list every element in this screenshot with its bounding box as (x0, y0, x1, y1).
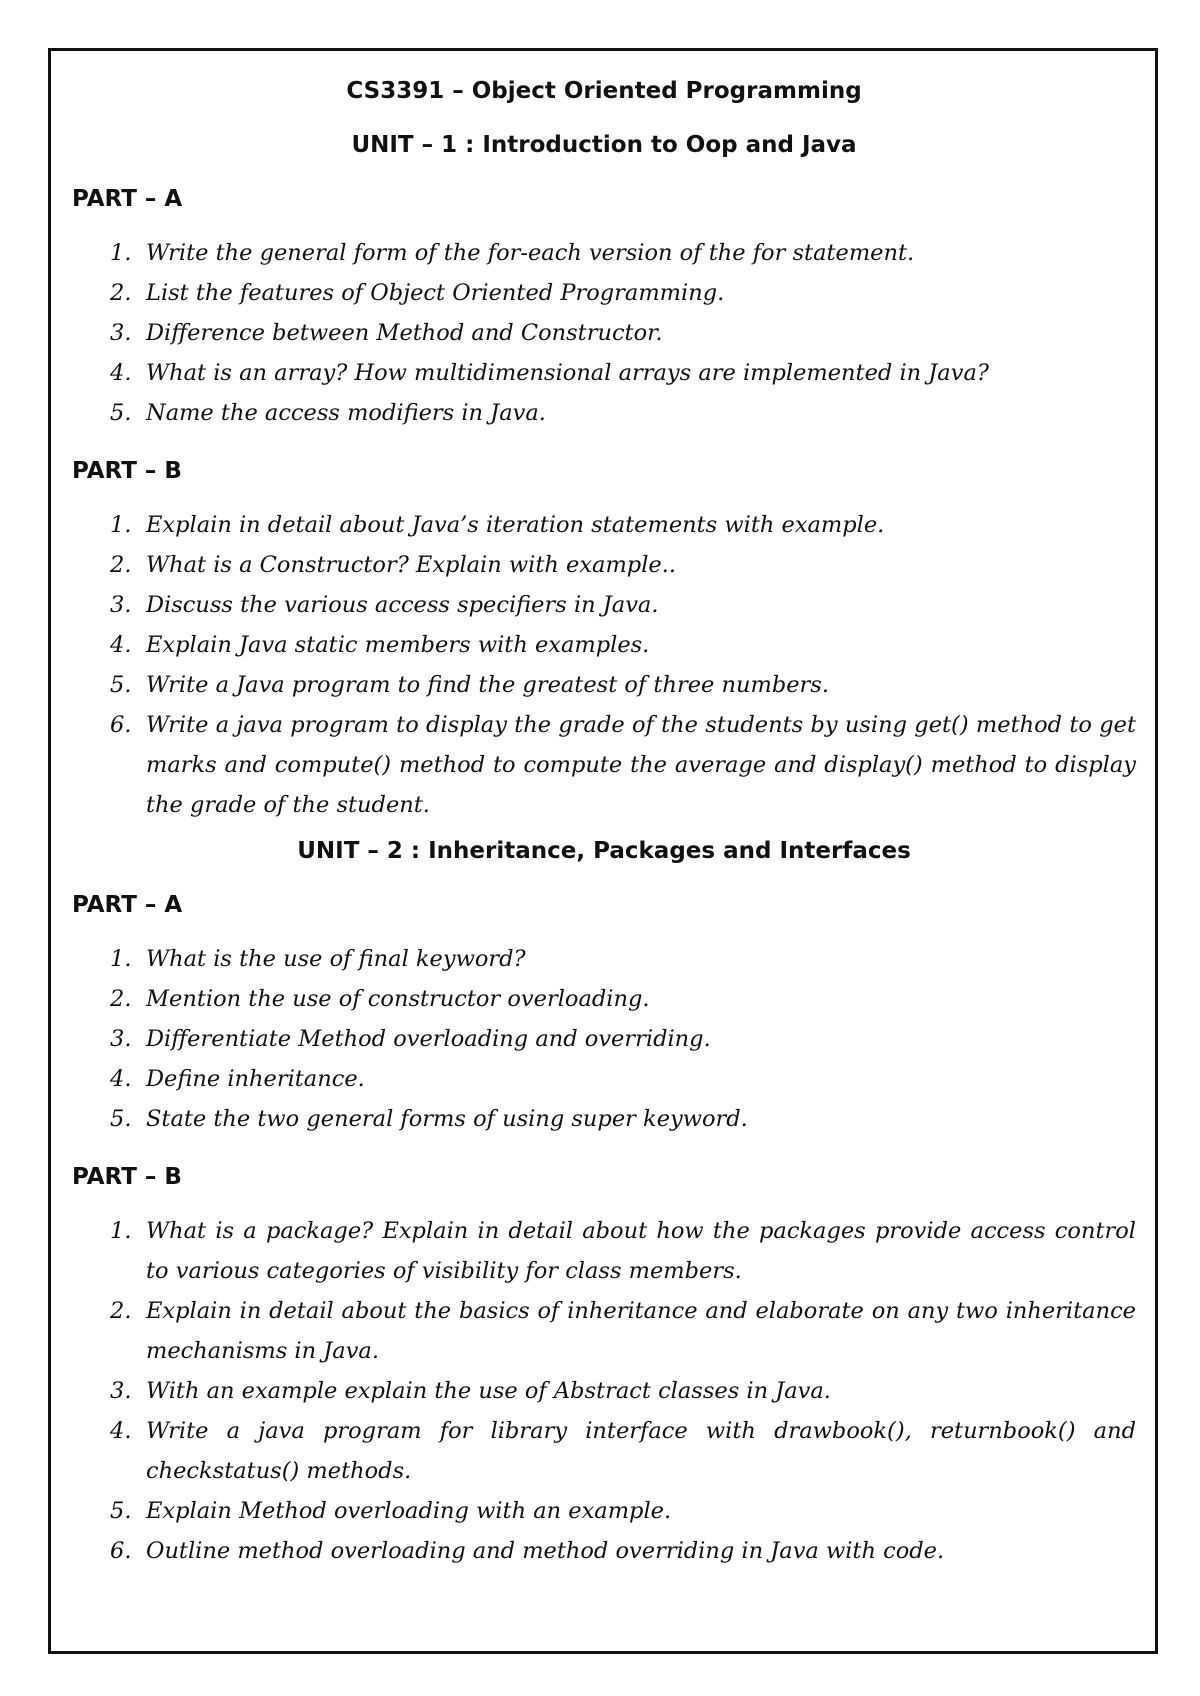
question-item (72, 705, 1136, 825)
question-item (72, 1531, 1136, 1571)
question-number: 5. (110, 400, 132, 426)
question-item (72, 585, 1136, 625)
question-text: List the features of Object Oriented Programming. (146, 280, 725, 306)
unit-2-section (72, 835, 1136, 1571)
question-text: Explain Java static members with examples. (146, 632, 650, 658)
question-item (72, 1291, 1136, 1371)
question-text: Discuss the various access specifiers in Java. (146, 592, 659, 618)
question-item (72, 665, 1136, 705)
question-number: 6. (110, 1538, 132, 1564)
question-number: 2. (110, 1298, 132, 1324)
question-text: State the two general forms of using super keyword. (146, 1106, 748, 1132)
question-number: 1. (110, 240, 132, 266)
question-number: 5. (110, 1498, 132, 1524)
course-title: CS3391 – Object Oriented Programming (346, 78, 862, 104)
question-item (72, 979, 1136, 1019)
question-text: Outline method overloading and method overriding in Java with code. (146, 1538, 945, 1564)
question-text: With an example explain the use of Abstract classes in Java. (146, 1378, 831, 1404)
unit-1-part-b-heading: PART – B (72, 458, 182, 484)
unit-2-title: UNIT – 2 : Inheritance, Packages and Interfaces (297, 838, 911, 864)
question-text: What is a Constructor? Explain with example.. (146, 552, 677, 578)
question-text: Differentiate Method overloading and overriding. (146, 1026, 711, 1052)
unit-1-part-b-questions (72, 505, 1136, 825)
question-item (72, 545, 1136, 585)
question-text: What is an array? How multidimensional arrays are implemented in Java? (146, 360, 989, 386)
question-item (72, 1371, 1136, 1411)
question-number: 4. (110, 360, 132, 386)
document-content (72, 70, 1136, 1571)
question-text: What is a package? Explain in detail about how the packages provide access control to various categories of visibility for class members. (146, 1218, 1136, 1284)
unit-1-section (72, 129, 1136, 825)
unit-1-title: UNIT – 1 : Introduction to Oop and Java (351, 132, 857, 158)
question-text: Write a Java program to find the greatest of three numbers. (146, 672, 829, 698)
unit-2-part-b-heading: PART – B (72, 1164, 182, 1190)
question-text: Write a java program to display the grade of the students by using get() method to get marks and compute() method to compute the average and display() method to display the grade of the student. (146, 712, 1136, 818)
question-item (72, 939, 1136, 979)
question-text: Write the general form of the for-each version of the for statement. (146, 240, 915, 266)
unit-2-part-b-questions (72, 1211, 1136, 1571)
question-item (72, 233, 1136, 273)
question-item (72, 273, 1136, 313)
question-number: 2. (110, 986, 132, 1012)
question-text: What is the use of final keyword? (146, 946, 526, 972)
question-text: Explain in detail about Java’s iteration statements with example. (146, 512, 885, 538)
question-item (72, 505, 1136, 545)
question-text: Define inheritance. (146, 1066, 365, 1092)
question-text: Mention the use of constructor overloading. (146, 986, 650, 1012)
question-item (72, 1211, 1136, 1291)
question-number: 2. (110, 552, 132, 578)
question-item (72, 1019, 1136, 1059)
unit-1-part-a-questions (72, 233, 1136, 433)
question-number: 5. (110, 1106, 132, 1132)
question-item (72, 625, 1136, 665)
unit-2-part-a-questions (72, 939, 1136, 1139)
question-item (72, 1099, 1136, 1139)
question-number: 1. (110, 946, 132, 972)
question-number: 4. (110, 1418, 132, 1444)
question-item (72, 1059, 1136, 1099)
question-item (72, 393, 1136, 433)
question-text: Explain in detail about the basics of inheritance and elaborate on any two inheritance mechanisms in Java. (146, 1298, 1136, 1364)
question-item (72, 1411, 1136, 1491)
question-number: 5. (110, 672, 132, 698)
question-number: 3. (110, 1378, 132, 1404)
question-number: 3. (110, 592, 132, 618)
question-number: 2. (110, 280, 132, 306)
question-number: 6. (110, 712, 132, 738)
question-number: 4. (110, 1066, 132, 1092)
question-text: Write a java program for library interface with drawbook(), returnbook() and checkstatus() methods. (146, 1418, 1136, 1484)
question-number: 3. (110, 1026, 132, 1052)
question-number: 4. (110, 632, 132, 658)
question-item (72, 1491, 1136, 1531)
question-number: 3. (110, 320, 132, 346)
unit-2-part-a-heading: PART – A (72, 892, 183, 918)
question-number: 1. (110, 1218, 132, 1244)
question-number: 1. (110, 512, 132, 538)
question-item (72, 313, 1136, 353)
unit-1-part-a-heading: PART – A (72, 186, 183, 212)
question-text: Difference between Method and Constructor. (146, 320, 663, 346)
question-item (72, 353, 1136, 393)
question-text: Explain Method overloading with an example. (146, 1498, 672, 1524)
question-text: Name the access modifiers in Java. (146, 400, 546, 426)
